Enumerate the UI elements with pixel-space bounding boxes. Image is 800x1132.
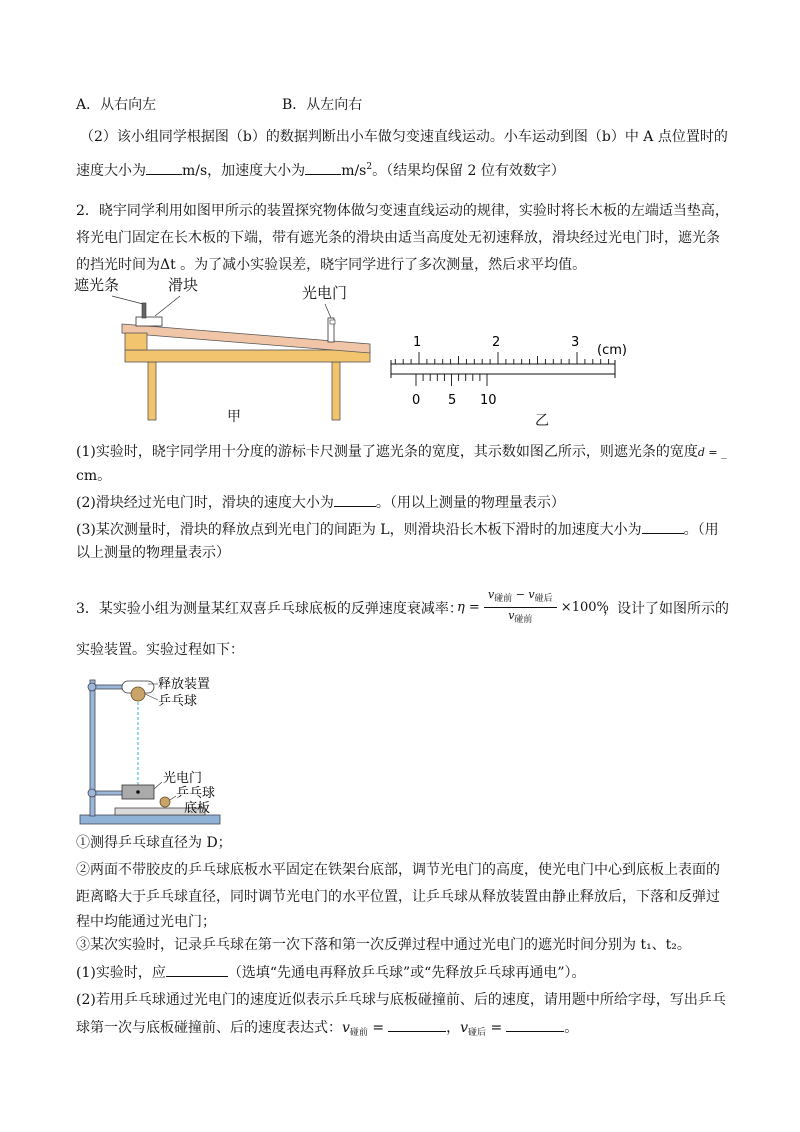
text: = _ (704, 446, 727, 459)
text: 。（结果均保留 2 位有效数字） (372, 163, 565, 179)
lower-arm (95, 791, 125, 795)
sub: 碰前 (349, 1028, 368, 1038)
vernier-tick-label-10: 10 (480, 393, 497, 408)
denominator (484, 608, 557, 628)
text: 球第一次与底板碰撞前、后的速度表达式： (76, 1020, 342, 1036)
main-tick-label-3: 3 (571, 335, 580, 350)
answer-blank[interactable] (305, 160, 341, 175)
ping-pong-ball-bottom (160, 797, 170, 807)
times-percent: ×100% (560, 600, 609, 615)
var: v (508, 609, 515, 622)
text: (3)某次测量时，滑块的释放点到光电门的间距为 L，则滑块沿长木板下滑时的加速度大小为 (76, 522, 642, 538)
sub: 碰前 (514, 615, 533, 625)
q2-line1: 2．晓宇同学利用如图甲所示的装置探究物体做匀变速直线运动的规律，实验时将长木板的左端适当垫高， (76, 203, 729, 219)
leader-line (145, 694, 158, 700)
text: m/s，加速度大小为 (182, 163, 306, 179)
sub: 碰后 (534, 594, 553, 604)
text: (1)实验时，应 (76, 965, 166, 981)
q3-part1 (76, 962, 585, 983)
q1-part2-line2 (76, 157, 565, 181)
label-ball-top: 乒乓球 (158, 694, 198, 709)
slider-block (136, 317, 162, 326)
label-release: 释放装置 (158, 677, 211, 692)
main-tick-label-2: 2 (492, 335, 501, 350)
var: v (342, 1020, 350, 1036)
caption-yi: 乙 (535, 413, 549, 429)
var: v (487, 588, 495, 601)
text: = (367, 1020, 385, 1036)
q3-step2-line2: 距离略大于乒乓球直径，同时调节光电门的水平位置，让乒乓球从释放装置由静止释放后，下落和反弹过 (76, 889, 720, 905)
shading-strip (142, 303, 146, 318)
figure-jia (70, 276, 380, 436)
top-arm (95, 685, 125, 689)
q3-step1: ①测得乒乓球直径为 D； (76, 835, 232, 851)
superscript: 2 (366, 162, 373, 172)
q2-part1-line2: cm。 (76, 468, 112, 484)
q3-step2-line1: ②两面不带胶皮的乒乓球底板水平固定在铁架台底部，调节光电门的高度，使光电门中心到底板上表面的 (76, 862, 720, 878)
q3-step2-line3: 程中均能通过光电门； (76, 914, 216, 930)
q3-line2: 实验装置。实验过程如下： (76, 642, 244, 658)
clamp (88, 789, 96, 797)
label-huakuai: 滑块 (168, 276, 199, 294)
label-ball-bottom: 乒乓球 (176, 786, 216, 801)
text: m/s (341, 163, 367, 179)
main-tick-label-1: 1 (413, 335, 422, 350)
q1-option-a: A．从右向左 (76, 97, 157, 113)
vernier-tick-label-0: 0 (412, 393, 421, 408)
var: v (460, 1020, 469, 1036)
figure-q3-apparatus (70, 672, 240, 830)
answer-blank[interactable] (506, 1017, 564, 1032)
label-guangdianmen: 光电门 (302, 284, 348, 302)
vernier-tick-label-5: 5 (448, 393, 457, 408)
eta-symbol: η = (457, 600, 480, 615)
q3-formula (457, 587, 609, 628)
answer-blank[interactable] (642, 519, 684, 534)
q3-step3: ③某次实验时，记录乒乓球在第一次下落和第一次反弹过程中通过光电门的遮光时间分别为 t₁、t₂。 (76, 937, 691, 953)
answer-blank[interactable] (334, 492, 376, 507)
text: 速度大小为 (76, 163, 146, 179)
q3-part2-line1: (2)若用乒乓球通过光电门的速度近似表示乒乓球与底板碰撞前、后的速度，请用题中所给字母，写出乒乓 (76, 992, 726, 1008)
q2-part3-line2: 以上测量的物理量表示） (76, 545, 230, 561)
sub: 碰后 (468, 1028, 487, 1038)
table-leg (332, 362, 340, 420)
q1-part2-line1: （2）该小组同学根据图（b）的数据判断出小车做匀变速直线运动。小车运动到图（b）中 A 点位置时的 (80, 129, 728, 145)
q1-option-b: B．从左向右 (282, 97, 363, 113)
answer-blank[interactable] (388, 1017, 446, 1032)
stand-base (80, 815, 220, 824)
q2-part2 (76, 492, 565, 513)
clamp (88, 683, 96, 691)
fraction (484, 587, 557, 628)
ping-pong-ball-top (131, 687, 145, 701)
label-gate: 光电门 (163, 771, 203, 786)
leader-line (154, 782, 162, 789)
text: 。（用 (683, 522, 719, 538)
figure-yi-vernier (385, 330, 630, 410)
text: ， (446, 1020, 461, 1036)
q3-line1-a: 3．某实验小组为测量某红双喜乒乓球底板的反弹速度衰减率： (76, 601, 463, 617)
variable: d (697, 446, 705, 459)
leader-line (112, 296, 143, 304)
answer-blank[interactable] (166, 962, 228, 977)
text: 。 (564, 1020, 579, 1036)
text: (1)实验时，晓宇同学用十分度的游标卡尺测量了遮光条的宽度，其示数如图乙所示，则遮光条的宽度 (76, 444, 698, 460)
table-leg (148, 362, 156, 420)
text: 。（用以上测量的物理量表示） (375, 495, 565, 511)
label-zheguangtiao: 遮光条 (74, 276, 120, 294)
table-top (125, 350, 370, 362)
q2-part3-line1 (76, 519, 719, 540)
main-scale-ticks (395, 352, 608, 364)
q2-line3: 的挡光时间为Δt 。为了减小实验误差，晓宇同学进行了多次测量，然后求平均值。 (76, 257, 587, 273)
q2-line2: 将光电门固定在长木板的下端，带有遮光条的滑块由适当高度处无初速释放，滑块经过光电门时，遮光条 (76, 230, 720, 246)
label-board: 底板 (184, 801, 211, 816)
q3-line1-b: ，设计了如图所示的 (603, 601, 729, 617)
text: （选填“先通电再释放乒乓球”或“先释放乒乓球再通电”）。 (227, 965, 586, 981)
sub: 碰前 (494, 594, 513, 604)
text: = (486, 1020, 503, 1036)
var: − v (512, 588, 535, 601)
leader-line (325, 304, 331, 318)
answer-blank[interactable] (146, 160, 182, 175)
unit-label: (cm) (597, 343, 627, 358)
caption-jia: 甲 (227, 409, 241, 425)
leader-line (155, 296, 180, 316)
q2-part1-line1 (76, 442, 727, 463)
q3-part2-line2 (76, 1017, 578, 1043)
numerator (484, 587, 557, 608)
photogate-head (330, 320, 335, 324)
photogate-center (136, 790, 140, 794)
text: (2)滑块经过光电门时，滑块的速度大小为 (76, 495, 334, 511)
vernier-scale-ticks (416, 374, 487, 386)
support-block (125, 333, 147, 350)
